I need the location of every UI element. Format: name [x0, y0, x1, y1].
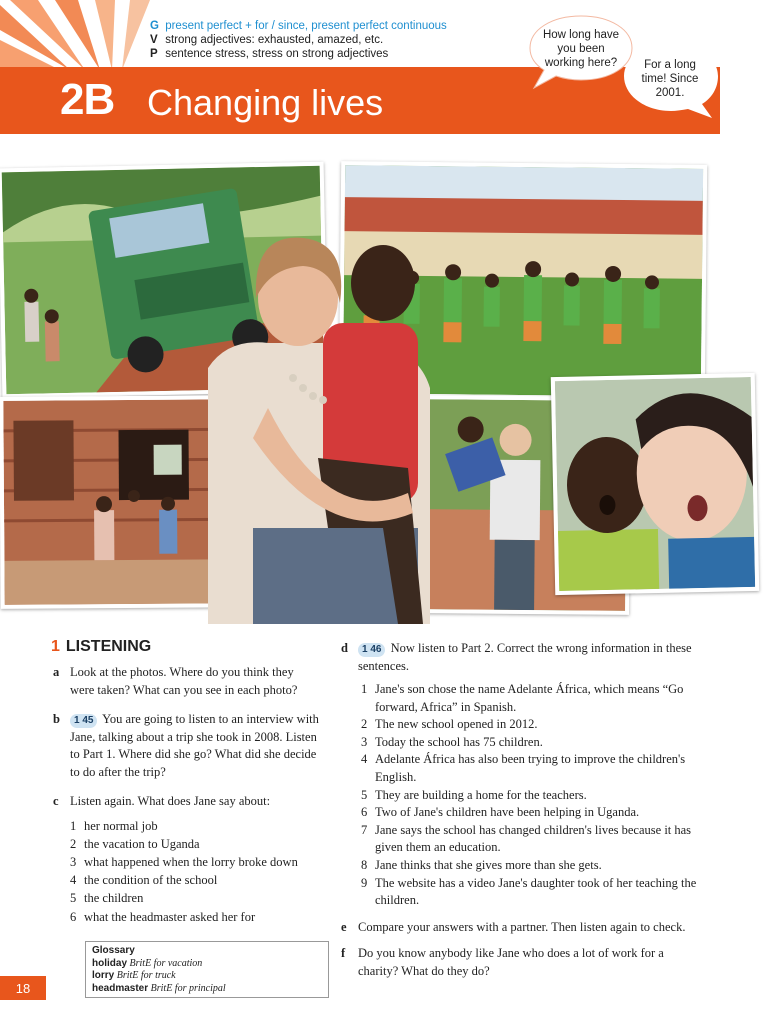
list-item: 5 They are building a home for the teachers. [361, 787, 587, 802]
exercise-e: e Compare your answers with a partner. Then listen again to check. [341, 919, 686, 934]
audio-track-badge[interactable]: 1 46 [358, 643, 385, 657]
exercise-d: d 1 46 Now listen to Part 2. Correct the wrong information in these sentences. 1 Jane's son chose the name Adelante África, which means “Go forward, Africa” in Spanish. 2 The new school opened in 2012. 3 Today the school has 75 children. 4 Adelante África has also been trying to improve the children's English. 5 They are building a home for the teachers. 6 Two of Jane's children have been helping in Uganda. 7 Jane says the school has changed children's lives because it has given them an education. 8 Jane thinks that she gives more than she gets. 9 The website has a video Jane's daughter took of her teaching the children. [341, 640, 741, 910]
exercise-c: c Listen again. What does Jane say about: 1 her normal job 2 the vacation to Uganda 3 what happened when the lorry broke down 4 the condition of the school 5 the children 6 what the headmaster asked her for [53, 793, 321, 926]
list-item: 2 The new school opened in 2012. [361, 717, 538, 732]
exercise-f: f Do you know anybody like Jane who does a lot of work for a charity? What do they do? [341, 946, 664, 978]
page-number: 18 [0, 976, 46, 1000]
glossary-entry: headmaster BritE for principal [92, 982, 226, 994]
exercise-a: a Look at the photos. Where do you think they were taken? What can you see in each photo? [53, 665, 298, 697]
right-column [341, 640, 741, 989]
lesson-objectives [150, 19, 447, 61]
list-item: 4 Adelante África has also been trying to improve the children's English. [361, 752, 686, 784]
unit-title: Changing lives [147, 82, 384, 123]
glossary-entry: lorry BritE for truck [92, 970, 176, 981]
left-column [53, 664, 321, 935]
exercise-c-list [70, 817, 321, 926]
list-item: 8 Jane thinks that she gives more than she gets. [361, 857, 602, 872]
speech-bubble-question: How long have you been working here? [542, 29, 620, 69]
unit-number: 2B [60, 75, 115, 124]
glossary-box [85, 941, 329, 998]
list-item: 7 Jane says the school has changed children's lives because it has given them an education. [361, 822, 692, 855]
list-item: 3 what happened when the lorry broke down [70, 854, 298, 869]
list-item: 2 the vacation to Uganda [70, 836, 200, 851]
objective-pronunciation: P sentence stress, stress on strong adjectives [150, 48, 389, 60]
list-item: 9 The website has a video Jane's daughter took of her teaching the children. [361, 875, 697, 908]
section-heading [51, 638, 151, 656]
list-item: 4 the condition of the school [70, 873, 218, 888]
audio-track-badge[interactable]: 1 45 [70, 714, 97, 728]
photo-selfie [551, 373, 760, 595]
exercise-b: b 1 45 You are going to listen to an interview with Jane, talking about a trip she took in 2008. Listen to Part 1. Where did she go? What did she decide to do after the trip? [53, 712, 319, 779]
list-item: 1 Jane's son chose the name Adelante África, which means “Go forward, Africa” in Spanish. [361, 682, 684, 714]
speech-bubble-answer: For a long time! Since 2001. [641, 59, 699, 99]
sunburst-decoration [0, 0, 160, 75]
list-item: 3 Today the school has 75 children. [361, 734, 543, 749]
glossary-entry: holiday BritE for vacation [92, 957, 203, 969]
glossary-title: Glossary [92, 945, 135, 956]
exercise-d-list [361, 681, 701, 910]
photo-jane-holding-child [208, 228, 430, 624]
section-title: LISTENING [65, 638, 152, 655]
list-item: 1 her normal job [70, 818, 158, 833]
objective-vocabulary: V strong adjectives: exhausted, amazed, etc. [150, 34, 384, 46]
list-item: 6 what the headmaster asked her for [70, 909, 256, 924]
list-item: 6 Two of Jane's children have been helping in Uganda. [361, 805, 640, 820]
objective-grammar: G present perfect + for / since, present perfect continuous [150, 20, 447, 32]
section-number: 1 [51, 638, 60, 655]
list-item: 5 the children [70, 891, 144, 906]
